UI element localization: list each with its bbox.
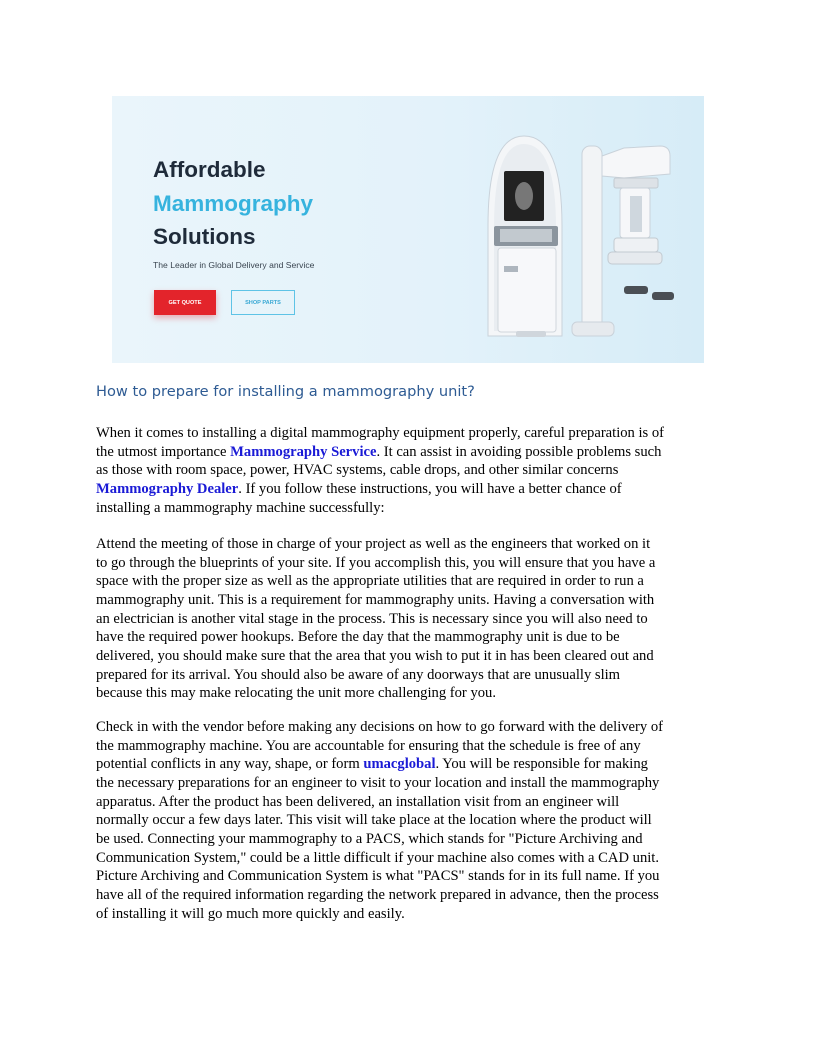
- article-title: How to prepare for installing a mammography unit?: [96, 383, 475, 400]
- paragraph-line: to go through the blueprints of your site. If you accomplish this, you will ensure that you have a: [96, 554, 656, 571]
- article-paragraph-3: [96, 718, 728, 923]
- paragraph-line: space with the proper size as well as the appropriate utilities that are required in order to run a: [96, 573, 644, 590]
- mammography-machines-illustration: [464, 126, 674, 341]
- line-text: . If you follow these instructions, you will have a better chance of: [238, 480, 622, 497]
- paragraph-line: have all of the required information regarding the network prepared in advance, then the process: [96, 886, 659, 903]
- banner-heading-line2: Mammography: [153, 190, 314, 216]
- paragraph-line: When it comes to installing a digital mammography equipment properly, careful preparation is of: [96, 425, 665, 441]
- paragraph-line: the mammography machine. You are accountable for ensuring that the schedule is free of any: [96, 737, 641, 754]
- umacglobal-link[interactable]: umacglobal: [363, 756, 436, 773]
- banner-tagline: The Leader in Global Delivery and Service: [153, 260, 315, 270]
- article-paragraph-2: [96, 535, 728, 703]
- line-text: . You will be responsible for making: [435, 756, 648, 773]
- line-text: the utmost importance: [96, 443, 231, 460]
- shop-parts-button[interactable]: SHOP PARTS: [231, 290, 295, 315]
- article-paragraph-1: [96, 424, 728, 517]
- paragraph-line: Picture Archiving and Communication System is what "PACS" stands for in its full name. If you: [96, 868, 660, 885]
- hero-banner: [112, 96, 704, 363]
- paragraph-line: prepared for its arrival. You should also be aware of any doorways that are unusually slim: [96, 666, 621, 683]
- paragraph-line: have the required power hookups. Before the day that the mammography unit is due to be: [96, 629, 620, 646]
- banner-heading-line1: Affordable: [153, 157, 266, 182]
- line-text: potential conflicts in any way, shape, or form: [96, 756, 364, 773]
- line-text: . It can assist in avoiding possible problems such: [376, 443, 662, 460]
- paragraph-line: Check in with the vendor before making any decisions on how to go forward with the delivery of: [96, 719, 663, 735]
- banner-heading-line3: Solutions: [153, 224, 256, 249]
- paragraph-line: as those with room space, power, HVAC systems, cable drops, and other similar concerns: [96, 462, 619, 479]
- paragraph-line: installing a mammography machine successfully:: [96, 499, 385, 516]
- paragraph-line: an electrician is another vital stage in the process. This is necessary since you will also need to: [96, 610, 648, 627]
- paragraph-line: Communication System," could be a little difficult if your machine also comes with a CAD unit.: [96, 849, 659, 866]
- banner-heading: [153, 153, 313, 254]
- paragraph-line: [96, 755, 728, 774]
- paragraph-line: be used. Connecting your mammography to a PACS, which stands for "Picture Archiving and: [96, 830, 643, 847]
- paragraph-line: apparatus. After the product has been delivered, an installation visit from an engineer will: [96, 793, 620, 810]
- paragraph-line: of installing it will go much more quickly and easily.: [96, 905, 405, 922]
- paragraph-line: Attend the meeting of those in charge of your project as well as the engineers that worked on it: [96, 536, 651, 552]
- mammography-service-link[interactable]: Mammography Service: [230, 443, 377, 460]
- paragraph-line: because this may make relocating the unit more challenging for you.: [96, 685, 496, 702]
- paragraph-line: the necessary preparations for an engineer to visit to your location and install the mammography: [96, 774, 660, 791]
- paragraph-line: [96, 480, 728, 499]
- paragraph-line: delivered, you should make sure that the area that you wish to put it in has been cleared out and: [96, 647, 654, 664]
- mammography-unit: [572, 146, 674, 336]
- paragraph-line: normally occur a few days later. This visit will take place at the location where the product will: [96, 812, 652, 829]
- workstation-unit: [488, 136, 562, 337]
- paragraph-line: [96, 443, 728, 462]
- mammography-dealer-link[interactable]: Mammography Dealer: [96, 480, 239, 497]
- get-quote-button[interactable]: GET QUOTE: [154, 290, 216, 315]
- paragraph-line: mammography unit. This is a requirement for mammography units. Having a conversation with: [96, 591, 655, 608]
